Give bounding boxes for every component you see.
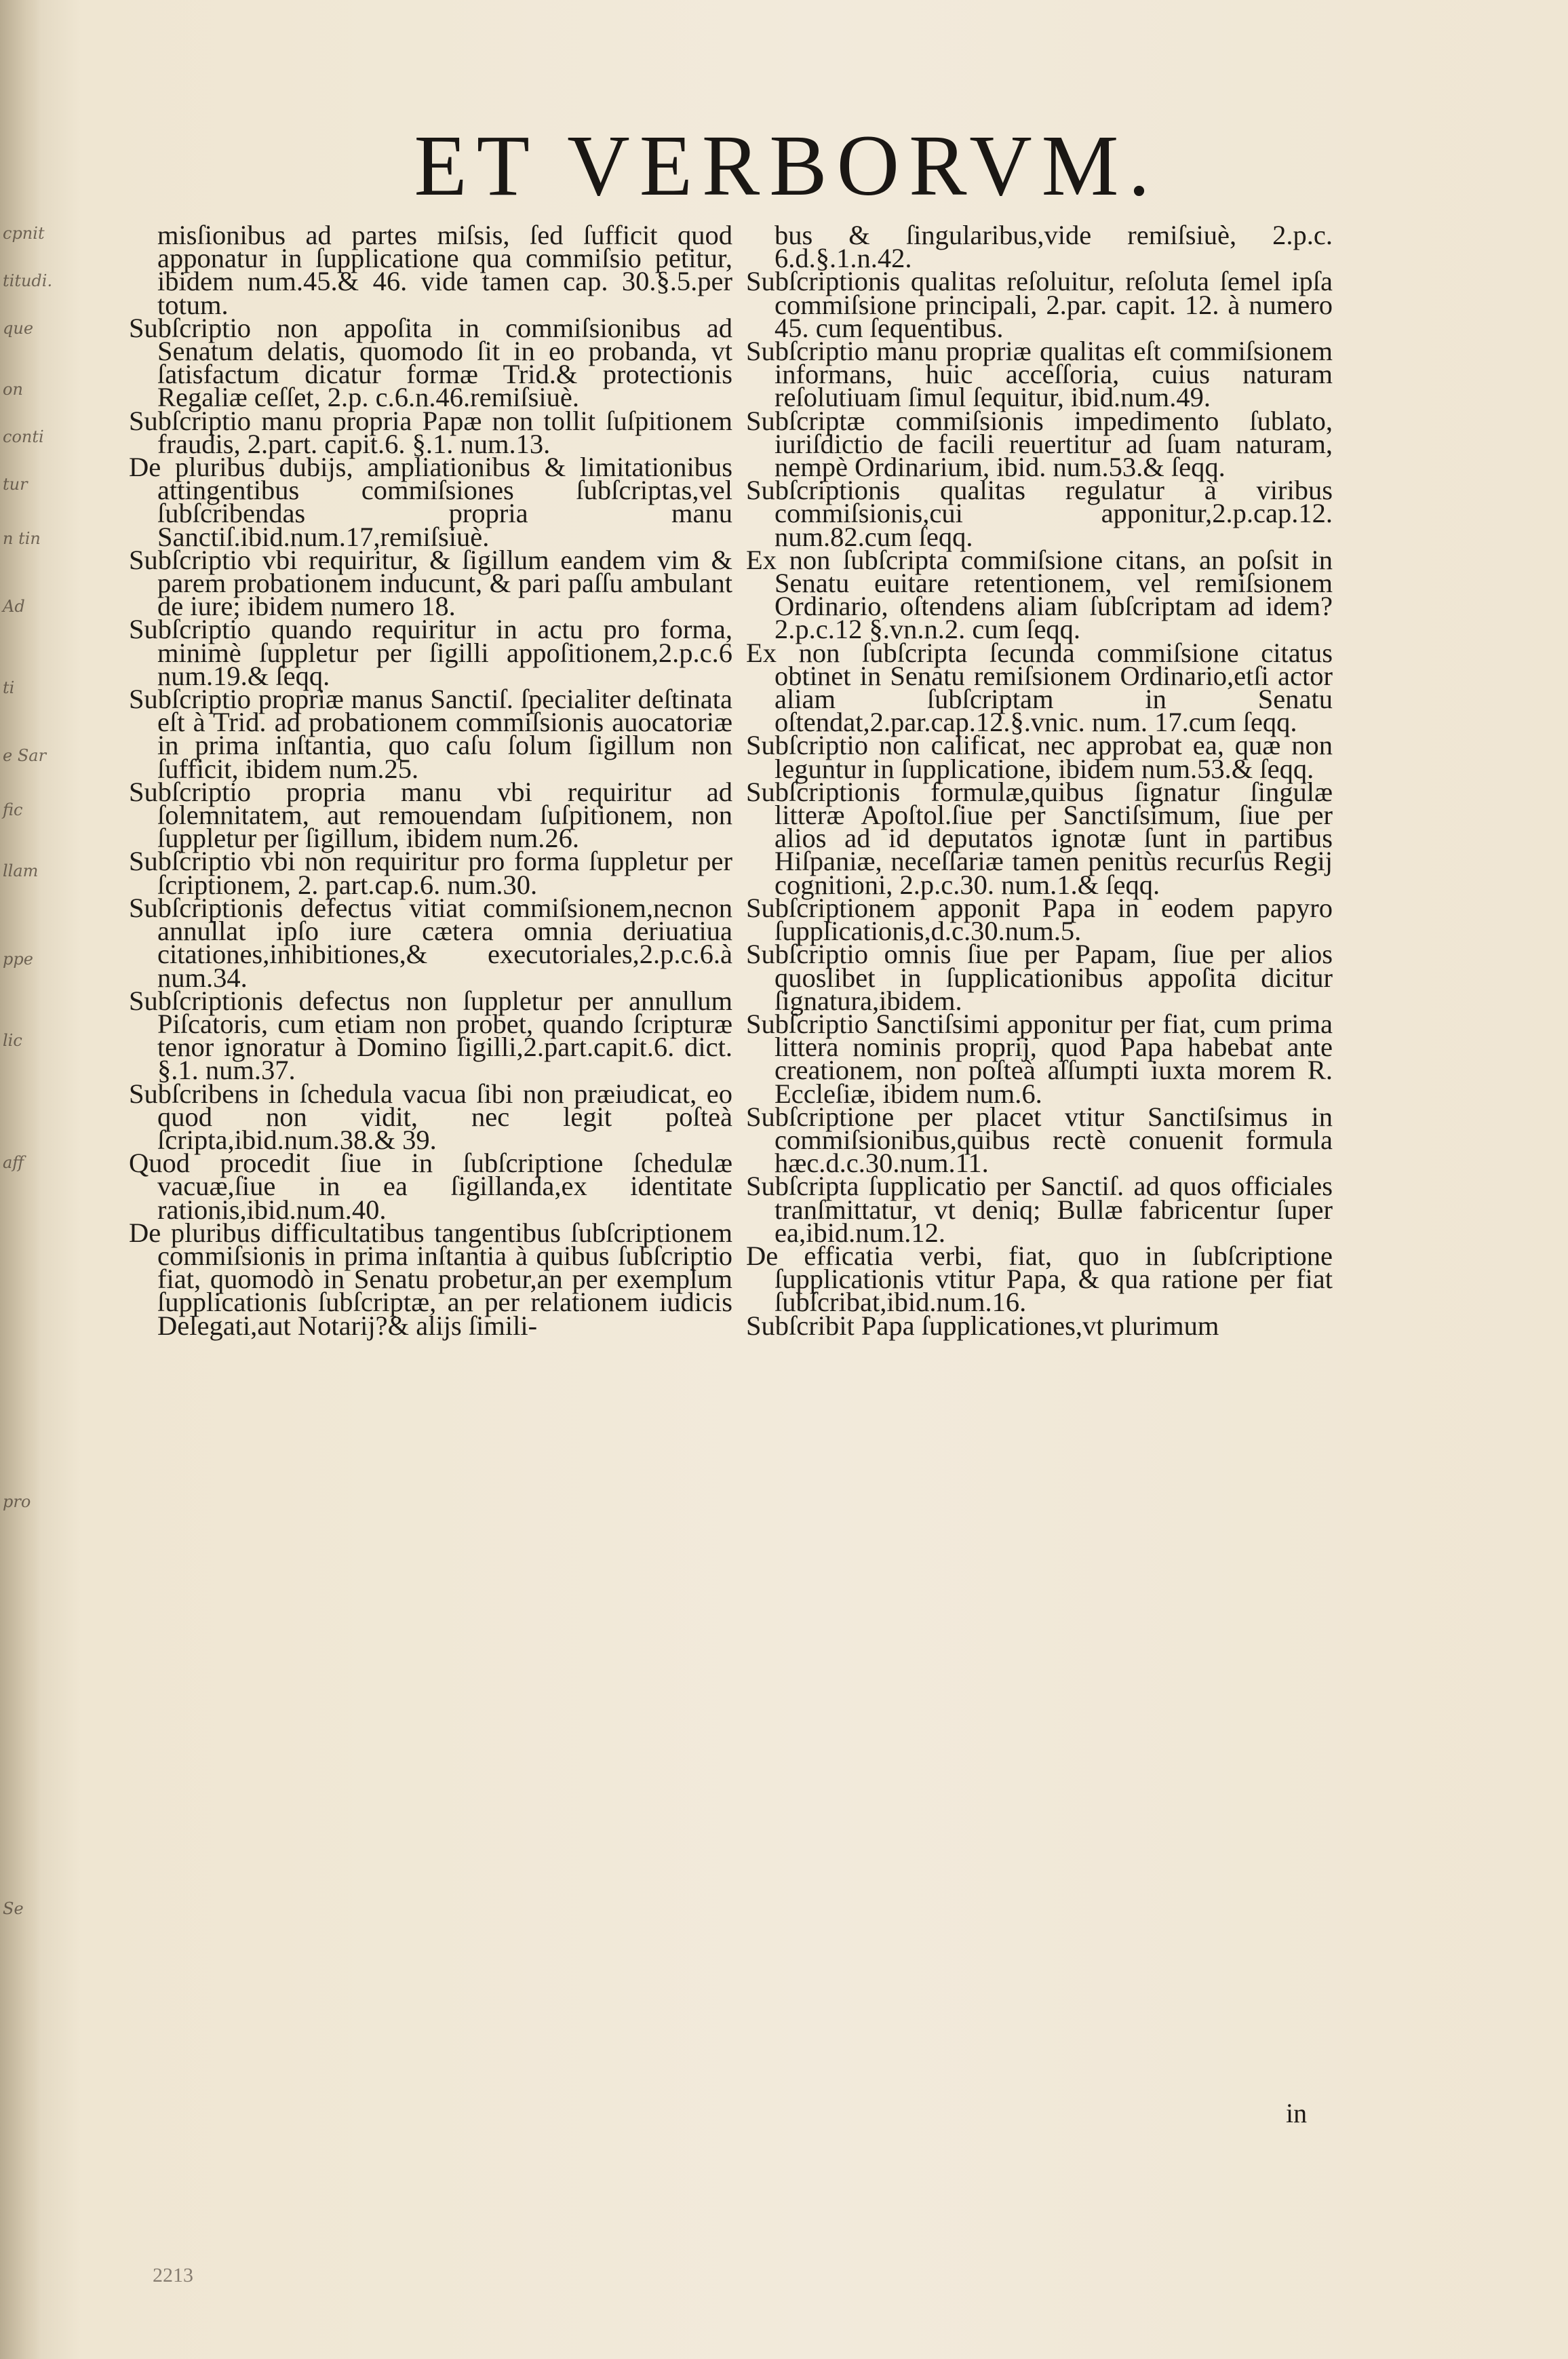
index-entry: Subſcriptionis qualitas reſoluitur, reſoluta ſemel ipſa commiſsione principali, 2.par. capit. 12. à numero 45. cum ſequentibus. <box>746 266 1333 343</box>
index-entry: bus & ſingularibus,vide remiſsiuè, 2.p.c. 6.d.§.1.n.42. <box>775 220 1333 274</box>
index-entry: Subſcriptio omnis ſiue per Papam, ſiue per alios quoslibet in ſupplicationibus appoſita dicitur ſignatura,ibidem. <box>746 939 1333 1016</box>
catchword: in <box>1286 2098 1308 2128</box>
index-entry: Subſcriptio manu propria Papæ non tollit ſuſpitionem fraudis, 2.part. capit.6. §.1. num.13. <box>129 405 732 459</box>
index-entry: Subſcriptionem apponit Papa in eodem papyro ſupplicationis,d.c.30.num.5. <box>746 892 1333 947</box>
index-entry: Subſcriptionis defectus non ſuppletur per annullum Piſcatoris, cum etiam non probet, quando ſcripturæ tenor ignoratur à Domino ſigilli,2.part.capit.6. dict. §.1. num.37. <box>129 985 732 1086</box>
running-title: ET VERBORVM. <box>414 117 1160 214</box>
gutter-fragment: n tin <box>3 529 41 548</box>
index-entry: Quod procedit ſiue in ſubſcriptione ſchedulæ vacuæ,ſiue in ea ſigillanda,ex identitate rationis,ibid.num.40. <box>129 1148 732 1225</box>
index-entry: Subſcriptione per placet vtitur Sanctiſsimus in commiſsionibus,quibus rectè conuenit formula hæc.d.c.30.num.11. <box>746 1101 1333 1179</box>
index-entry: De pluribus dubijs, ampliationibus & limitationibus attingentibus commiſsiones ſubſcriptas,vel ſubſcribendas propria manu Sanctiſ.ibid.num.17,remiſsiuè. <box>129 452 732 552</box>
index-entry: Subſcriptio propria manu vbi requiritur ad ſolemnitatem, aut remouendam ſuſpitionem, non ſuppletur per ſigillum, ibidem num.26. <box>129 776 732 854</box>
left-column <box>129 220 732 1341</box>
index-entry: De pluribus difficultatibus tangentibus ſubſcriptionem commiſsionis in prima inſtantia à quibus ſubſcriptio fiat, quomodò in Senatu probetur,an per exemplum ſupplicationis ſubſcriptæ, an per relationem iudicis Delegati,aut Notarij?& alijs ſimili- <box>129 1217 732 1341</box>
index-entry: Subſcriptio vbi requiritur, & ſigillum eandem vim & parem probationem inducunt, & pari paſſu ambulant de iure; ibidem numero 18. <box>129 544 732 622</box>
index-entry: Subſcriptionis defectus vitiat commiſsionem,necnon annullat ipſo iure cætera omnia deriuatiua citationes,inhibitiones,& executoriales,2.p.c.6.à num.34. <box>129 892 732 993</box>
gutter-fragment: aff <box>3 1153 24 1172</box>
gutter-fragment: titudi. <box>3 271 53 290</box>
gutter-fragment: que <box>3 319 34 338</box>
gutter-fragment: pro <box>3 1492 31 1511</box>
index-entry: Subſcriptio non calificat, nec approbat ea, quæ non leguntur in ſupplicatione, ibidem num.53.& ſeqq. <box>746 730 1333 784</box>
index-entry: misſionibus ad partes miſsis, ſed ſufficit quod apponatur in ſupplicatione qua commiſsio petitur, ibidem num.45.& 46. vide tamen cap. 30.§.5.per totum. <box>157 220 732 320</box>
gutter-fragment: Se <box>3 1899 24 1918</box>
index-entry: Subſcriptionis qualitas regulatur à viribus commiſsionis,cui apponitur,2.p.cap.12. num.82.cum ſeqq. <box>746 475 1333 552</box>
index-entry: Subſcriptio Sanctiſsimi apponitur per fiat, cum prima littera nominis proprij, quod Papa habebat ante creationem, non poſteà aſſumpti iuxta morem R. Eccleſiæ, ibidem num.6. <box>746 1008 1333 1109</box>
index-entry: De efficatia verbi, fiat, quo in ſubſcriptione ſupplicationis vtitur Papa, & qua ratione per fiat ſubſcribat,ibid.num.16. <box>746 1240 1333 1318</box>
gutter-fragment: ti <box>3 678 15 697</box>
gutter-fragment: tur <box>3 475 28 494</box>
index-entry: Subſcribit Papa ſupplicationes,vt plurimum <box>746 1310 1219 1341</box>
gutter-fragment: cpnit <box>3 224 45 243</box>
gutter-fragment: e Sar <box>3 746 47 765</box>
index-entry: Subſcribens in ſchedula vacua ſibi non præiudicat, eo quod non vidit, nec legit poſteà ſcripta,ibid.num.38.& 39. <box>129 1078 732 1155</box>
gutter-fragment: Ad <box>3 597 25 616</box>
gutter-fragment: ppe <box>3 950 33 969</box>
index-entry: Subſcriptionis formulæ,quibus ſignatur ſingulæ litteræ Apoſtol.ſiue per Sanctiſsimum, ſiue per alios ad id deputatos ignotæ ſunt in partibus Hiſpaniæ, neceſſariæ tamen penitùs recurſus Regij cognitioni, 2.p.c.30. num.1.& ſeqq. <box>746 776 1333 900</box>
index-entry: Ex non ſubſcripta commiſsione citans, an poſsit in Senatu euitare retentionem, vel remiſsionem Ordinario, oſtendens aliam ſubſcriptam ad idem? 2.p.c.12 §.vn.n.2. cum ſeqq. <box>746 544 1333 645</box>
right-column <box>746 220 1333 1341</box>
gutter-fragment: conti <box>3 427 44 446</box>
index-entry: Subſcriptio manu propriæ qualitas eſt commiſsionem informans, huic acceſſoria, cuius naturam reſolutiuam ſimul ſequitur, ibid.num.49. <box>746 336 1333 413</box>
index-entry: Subſcripta ſupplicatio per Sanctiſ. ad quos officiales tranſmittatur, vt deniq; Bullæ fabricentur ſuper ea,ibid.num.12. <box>746 1171 1333 1248</box>
gutter-fragment: lic <box>3 1031 22 1050</box>
index-entry: Subſcriptio propriæ manus Sanctiſ. ſpecialiter deſtinata eſt à Trid. ad probationem commiſsionis auocatoriæ in prima inſtantia, quo caſu ſolum ſigillum non ſufficit, ibidem num.25. <box>129 684 732 784</box>
gutter-shadow <box>0 0 53 2359</box>
gutter-fragment: llam <box>3 861 39 880</box>
index-entry: Subſcriptæ commiſsionis impedimento ſublato, iuriſdictio de facili reuertitur ad ſuam naturam, nempè Ordinarium, ibid. num.53.& ſeqq. <box>746 405 1333 483</box>
signature-mark: 2213 <box>153 2264 193 2286</box>
index-entry: Ex non ſubſcripta ſecunda commiſsione citatus obtinet in Senatu remiſsionem Ordinario,etſi actor aliam ſubſcriptam in Senatu oſtendat,2.par.cap.12.§.vnic. num. 17.cum ſeqq. <box>746 637 1333 738</box>
index-entry: Subſcriptio vbi non requiritur pro forma ſuppletur per ſcriptionem, 2. part.cap.6. num.30. <box>129 846 732 900</box>
index-entry: Subſcriptio quando requiritur in actu pro forma, minimè ſuppletur per ſigilli appoſitionem,2.p.c.6 num.19.& ſeqq. <box>129 614 732 691</box>
gutter-fragment: on <box>3 380 23 399</box>
index-entry: Subſcriptio non appoſita in commiſsionibus ad Senatum delatis, quomodo ſit in eo probanda, vt ſatisfactum dicatur formæ Trid.& protectionis Regaliæ ceſſet, 2.p. c.6.n.46.remiſsiuè. <box>129 312 732 413</box>
gutter-fragment: fic <box>3 800 23 819</box>
